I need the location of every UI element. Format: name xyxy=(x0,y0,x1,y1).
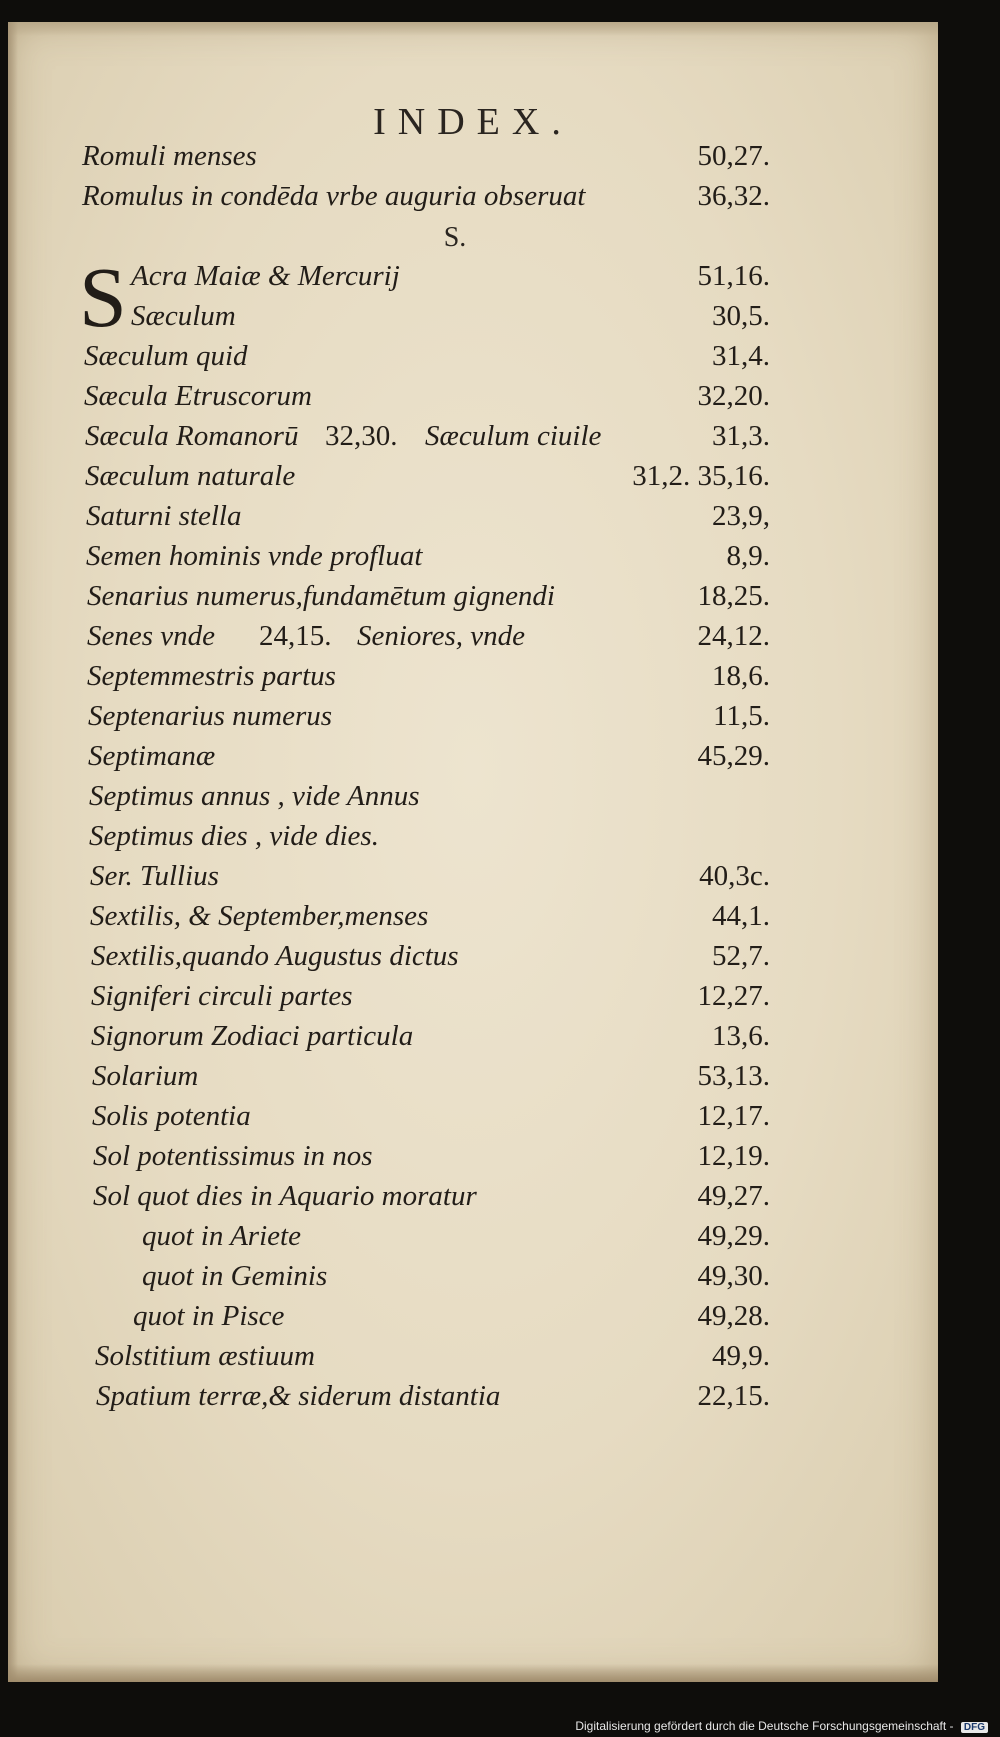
entry-inline-ref: 24,15. xyxy=(259,620,332,652)
entry-second-term: Seniores, vnde xyxy=(357,620,526,652)
index-entry xyxy=(95,1300,770,1338)
entry-page-ref: 18,6. xyxy=(712,660,770,692)
entry-page-ref: 13,6. xyxy=(712,1020,770,1052)
index-entry xyxy=(87,660,770,698)
page-bottom-band xyxy=(8,1664,938,1682)
entry-term: Sextilis,quando Augustus dictus xyxy=(91,940,459,972)
entry-term: Septimanæ xyxy=(88,740,216,772)
index-heading: INDEX. xyxy=(373,101,573,143)
entry-inline-ref: 32,30. xyxy=(325,420,398,452)
entry-page-ref: 49,28. xyxy=(697,1300,770,1332)
entry-page-ref: 45,29. xyxy=(697,740,770,772)
entry-page-ref: 44,1. xyxy=(712,900,770,932)
drop-cap: S xyxy=(79,249,127,345)
footer-text: Digitalisierung gefördert durch die Deutsche Forschungsgemeinschaft - xyxy=(575,1719,954,1733)
entry-term: Solarium xyxy=(92,1060,199,1092)
page-top-shadow xyxy=(8,22,938,36)
entry-term: Sæculum quid xyxy=(84,340,248,372)
index-entry xyxy=(82,180,770,218)
index-entry xyxy=(90,900,770,938)
index-entry xyxy=(89,780,770,818)
entry-term: Sol quot dies in Aquario moratur xyxy=(93,1180,477,1212)
entry-page-ref: 31,4. xyxy=(712,340,770,372)
entry-page-ref: 49,30. xyxy=(697,1260,770,1292)
entry-term: Septenarius numerus xyxy=(88,700,333,732)
entry-page-ref: 31,2. 35,16. xyxy=(632,460,770,492)
entry-term: Sæculum xyxy=(131,300,236,332)
index-entry xyxy=(94,1260,770,1298)
index-entry xyxy=(84,340,770,378)
page-left-edge xyxy=(8,22,18,1682)
entry-page-ref: 18,25. xyxy=(697,580,770,612)
index-entry xyxy=(92,1100,770,1138)
digitization-footer xyxy=(0,1719,988,1733)
entry-second-term: Sæculum ciuile xyxy=(425,420,602,452)
entry-term: quot in Pisce xyxy=(133,1300,285,1332)
entry-page-ref: 49,27. xyxy=(697,1180,770,1212)
index-entry xyxy=(93,1180,770,1218)
entry-term: Sæcula Etruscorum xyxy=(84,380,312,412)
entry-page-ref: 52,7. xyxy=(712,940,770,972)
index-entry xyxy=(87,620,770,658)
entry-page-ref: 11,5. xyxy=(713,700,770,732)
entry-page-ref: 30,5. xyxy=(712,300,770,332)
entry-term: Signorum Zodiaci particula xyxy=(91,1020,414,1052)
entry-page-ref: 53,13. xyxy=(697,1060,770,1092)
index-entry xyxy=(92,1060,770,1098)
entry-term: Sæculum naturale xyxy=(85,460,296,492)
entry-term: Spatium terræ,& siderum distantia xyxy=(96,1380,501,1412)
entry-page-ref: 50,27. xyxy=(697,140,770,172)
entry-page-ref: 24,12. xyxy=(697,620,770,652)
index-entry xyxy=(89,820,770,858)
entry-term: Septimus annus , vide Annus xyxy=(89,780,420,812)
entry-term: Ser. Tullius xyxy=(90,860,219,892)
entry-term: Septimus dies , vide dies. xyxy=(89,820,379,852)
entry-term: Septemmestris partus xyxy=(87,660,336,692)
index-entry xyxy=(88,700,770,738)
entry-page-ref: 32,20. xyxy=(697,380,770,412)
entry-term: Solstitium æstiuum xyxy=(95,1340,315,1372)
index-entry xyxy=(91,1020,770,1058)
entry-page-ref: 12,27. xyxy=(697,980,770,1012)
entry-page-ref: 36,32. xyxy=(697,180,770,212)
index-entry xyxy=(86,500,770,538)
entry-term: Senarius numerus,fundamētum gignendi xyxy=(87,580,555,612)
index-entry xyxy=(93,1140,770,1178)
index-entry xyxy=(95,1340,770,1378)
entry-term: Acra Maiæ & Mercurij xyxy=(131,260,400,292)
entry-term: quot in Geminis xyxy=(142,1260,328,1292)
index-entry xyxy=(86,540,770,578)
entry-page-ref: 22,15. xyxy=(697,1380,770,1412)
index-entry xyxy=(84,380,770,418)
dfg-logo: DFG xyxy=(961,1722,988,1733)
index-entry xyxy=(87,580,770,618)
entry-page-ref: 12,19. xyxy=(697,1140,770,1172)
entry-term: Senes vnde xyxy=(87,620,216,652)
entry-term: Sextilis, & September,menses xyxy=(90,900,429,932)
entry-page-ref: 49,29. xyxy=(697,1220,770,1252)
entry-term: Romuli menses xyxy=(82,140,257,172)
entry-term: Semen hominis vnde profluat xyxy=(86,540,423,572)
index-entry xyxy=(85,420,770,458)
entry-page-ref: 23,9, xyxy=(712,500,770,532)
entry-page-ref: 31,3. xyxy=(712,420,770,452)
entry-term: Solis potentia xyxy=(92,1100,251,1132)
entry-page-ref: 40,3c. xyxy=(699,860,770,892)
index-entry xyxy=(91,980,770,1018)
index-entry xyxy=(96,1380,770,1418)
entry-term: Sæcula Romanorū xyxy=(85,420,299,452)
index-entry xyxy=(90,860,770,898)
entry-page-ref: 12,17. xyxy=(697,1100,770,1132)
section-letter: S. xyxy=(443,222,467,253)
entry-term: Romulus in condēda vrbe auguria obseruat xyxy=(82,180,586,212)
index-entry xyxy=(91,940,770,978)
entry-page-ref: 51,16. xyxy=(697,260,770,292)
index-entry xyxy=(88,740,770,778)
entry-term: quot in Ariete xyxy=(142,1220,301,1252)
entry-term: Signiferi circuli partes xyxy=(91,980,353,1012)
entry-term: Saturni stella xyxy=(86,500,242,532)
book-page xyxy=(8,22,938,1682)
index-entry xyxy=(82,140,770,178)
index-entry xyxy=(85,460,770,498)
index-entry xyxy=(83,300,770,338)
entry-page-ref: 49,9. xyxy=(712,1340,770,1372)
entry-term: Sol potentissimus in nos xyxy=(93,1140,373,1172)
index-entry xyxy=(94,1220,770,1258)
entry-page-ref: 8,9. xyxy=(726,540,770,572)
